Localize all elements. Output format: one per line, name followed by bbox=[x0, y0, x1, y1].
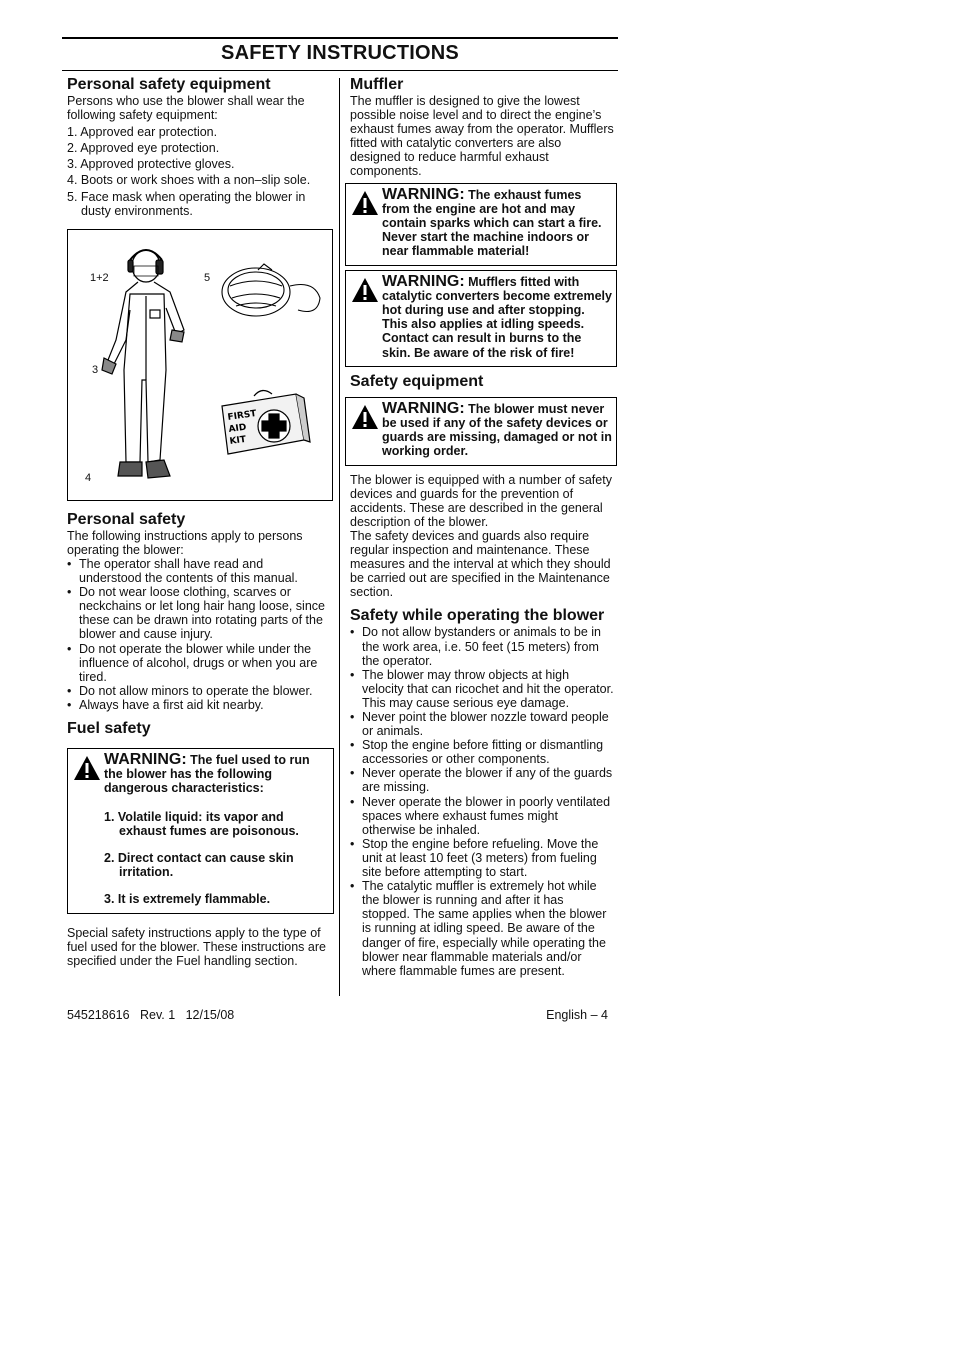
list-item: 3. Approved protective gloves. bbox=[67, 157, 235, 172]
list-item: 2. Direct contact can cause skin irritation. bbox=[104, 850, 294, 880]
safety-equipment-figure bbox=[67, 229, 333, 501]
footer-page-label: English – 4 bbox=[546, 1008, 608, 1022]
warning-label: WARNING: bbox=[382, 185, 465, 203]
list-item: • Stop the engine before refueling. Move the unit at least 10 feet (3 meters) from fueling site before attempting to start. bbox=[350, 837, 614, 879]
list-item: • Do not operate the blower while under the influence of alcohol, drugs or when you are tired. bbox=[67, 642, 329, 684]
fs-after-text: Special safety instructions apply to the type of fuel used for the blower. These instructions are specified under the Fuel handling section. bbox=[67, 925, 326, 968]
warning-label: WARNING: bbox=[104, 750, 187, 768]
svg-text:FIRST: FIRST bbox=[227, 408, 258, 423]
warning-triangle-icon bbox=[351, 190, 379, 216]
list-item: • Always have a first aid kit nearby. bbox=[67, 698, 329, 712]
list-item: • Never point the blower nozzle toward people or animals. bbox=[350, 710, 614, 738]
svg-text:AID: AID bbox=[228, 422, 248, 435]
warning-triangle-icon bbox=[351, 404, 379, 430]
warning-triangle-icon bbox=[351, 277, 379, 303]
list-item: • The blower may throw objects at high velocity that can ricochet and hit the operator. This may cause serious eye damage. bbox=[350, 668, 614, 710]
se-text-2: The safety devices and guards also require regular inspection and maintenance. These measures and the interval at which they should be carried out are specified in the Maintenance section. bbox=[350, 528, 611, 600]
right-column bbox=[350, 76, 614, 978]
list-item: • Do not wear loose clothing, scarves or neckchains or let long hair hang loose, since these can be drawn into rotating parts of the blower and cause injury. bbox=[67, 585, 329, 641]
pse-intro: Persons who use the blower shall wear the following safety equipment: bbox=[67, 94, 305, 123]
figure-label-3: 3 bbox=[92, 363, 99, 376]
swo-list bbox=[350, 625, 614, 977]
list-item: 1. Approved ear protection. bbox=[67, 125, 218, 140]
ps-list bbox=[67, 557, 329, 712]
list-item: • Never operate the blower if any of the guards are missing. bbox=[350, 766, 614, 794]
list-item: 5. Face mask when operating the blower in dusty environments. bbox=[67, 189, 306, 218]
column-divider bbox=[339, 78, 340, 996]
title-underline bbox=[62, 70, 618, 71]
warning-label: WARNING: bbox=[382, 272, 465, 290]
first-aid-kit-icon bbox=[222, 390, 310, 454]
se-text-1: The blower is equipped with a number of safety devices and guards for the prevention of accidents. These are described in the general description of the blower. bbox=[350, 472, 612, 529]
page-title: SAFETY INSTRUCTIONS bbox=[221, 42, 459, 64]
fuel-warning-list bbox=[104, 810, 329, 907]
top-rule bbox=[62, 37, 618, 39]
swo-heading: Safety while operating the blower bbox=[350, 607, 605, 625]
person-icon bbox=[102, 250, 184, 478]
list-item: • Never operate the blower in poorly ventilated spaces where exhaust fumes might otherwise be inhaled. bbox=[350, 795, 614, 837]
figure-label-1-2: 1+2 bbox=[90, 271, 109, 284]
warning-text: The fuel used to run the blower has the following dangerous characteristics: bbox=[104, 752, 310, 796]
fuel-warning-box bbox=[67, 748, 334, 914]
muffler-warning-box-1 bbox=[345, 183, 617, 266]
list-item: • Do not allow bystanders or animals to be in the work area, i.e. 50 feet (15 meters) from the operator. bbox=[350, 625, 614, 667]
list-item: 4. Boots or work shoes with a non–slip sole. bbox=[67, 173, 311, 188]
muffler-text: The muffler is designed to give the lowest possible noise level and to direct the engine’s exhaust fumes away from the operator. Mufflers fitted with catalytic converters are also designed to reduce harmful exhaust components. bbox=[350, 94, 614, 179]
list-item: • Stop the engine before fitting or dismantling accessories or other components. bbox=[350, 738, 614, 766]
left-column bbox=[67, 76, 329, 968]
safety-equipment-warning-box bbox=[345, 397, 617, 466]
pse-heading: Personal safety equipment bbox=[67, 76, 271, 93]
list-item: 2. Approved eye protection. bbox=[67, 141, 220, 156]
warning-text: The exhaust fumes from the engine are hot and may contain sparks which can start a fire. Never start the machine indoors or near flammable material! bbox=[382, 187, 602, 259]
muffler-heading: Muffler bbox=[350, 76, 404, 93]
ps-intro: The following instructions apply to persons operating the blower: bbox=[67, 528, 303, 557]
list-item: • The operator shall have read and understood the contents of this manual. bbox=[67, 557, 329, 585]
warning-label: WARNING: bbox=[382, 399, 465, 417]
muffler-warning-box-2 bbox=[345, 270, 617, 367]
se-heading: Safety equipment bbox=[350, 372, 484, 390]
list-item: 1. Volatile liquid: its vapor and exhaust fumes are poisonous. bbox=[104, 809, 299, 838]
pse-list bbox=[67, 125, 329, 218]
fs-heading: Fuel safety bbox=[67, 719, 151, 737]
ps-heading: Personal safety bbox=[67, 510, 186, 528]
warning-text: Mufflers fitted with catalytic converters become extremely hot during use and after stopping. This also applies at idling speeds. Contact can result in burns to the skin. Be aware of the risk of fire! bbox=[382, 274, 612, 360]
footer-doc-number: 545218616 Rev. 1 12/15/08 bbox=[67, 1008, 235, 1022]
figure-label-4: 4 bbox=[85, 471, 92, 484]
list-item: • The catalytic muffler is extremely hot while the blower is running and after it has stopped. The same applies when the blower is running at idling speed. Be aware of the danger of fire, especially while operating the blower near flammable materials and/or where flammable fumes are present. bbox=[350, 879, 614, 978]
warning-triangle-icon bbox=[73, 755, 101, 781]
warning-text: The blower must never be used if any of the safety devices or guards are missing, damaged or not in working order. bbox=[382, 401, 612, 459]
list-item: • Do not allow minors to operate the blower. bbox=[67, 684, 329, 698]
figure-label-5: 5 bbox=[204, 271, 211, 284]
list-item: 3. It is extremely flammable. bbox=[104, 892, 271, 907]
svg-text:KIT: KIT bbox=[229, 434, 247, 447]
figure-illustration bbox=[68, 230, 332, 500]
face-mask-icon bbox=[222, 264, 320, 316]
